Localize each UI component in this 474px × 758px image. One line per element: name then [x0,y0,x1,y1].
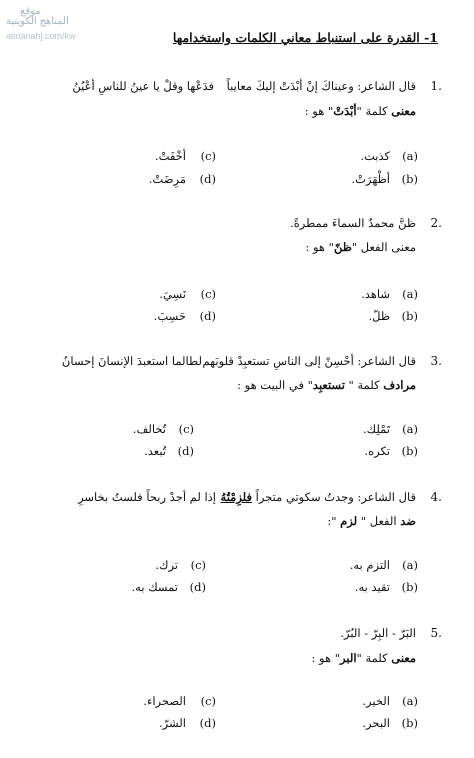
prompt-keyword: مرادف [383,378,416,392]
q1-option-b[interactable]: أظْهَرَتْ. [351,172,390,186]
watermark-line-2: المناهج الكويتية [6,16,69,27]
q3-option-c[interactable]: تُخالف. [132,422,166,436]
question-5-prompt [312,651,416,665]
verse-text: قال الشاعر: وجدتُ سكوتي متجراً [251,490,416,504]
question-5-number: 5. [430,626,442,640]
question-4-number: 4. [430,490,442,504]
question-1-number: 1. [430,79,442,93]
question-3-prompt [237,378,416,392]
prompt-target-word: البر [340,651,357,665]
prompt-target-word: تستعبِد [312,378,345,392]
q3-option-a[interactable]: تَمْلِك. [362,422,390,436]
prompt-end: " هو : [311,651,341,665]
q2-option-d[interactable]: حَسِبَ. [153,309,186,323]
prompt-keyword: معنى [391,104,416,118]
prompt-keyword: ضد [400,514,416,528]
prompt-end: " في البيت هو : [237,378,313,392]
q2-option-b-label: (b) [401,309,418,323]
question-3-verse-first: قال الشاعر: أحْسِنْ إلى الناسِ تستعبِدْ قلوبَهم [202,354,416,368]
q4-option-c[interactable]: ترك. [155,558,178,572]
q5-option-b[interactable]: البحر. [362,716,390,730]
question-2-prompt [305,240,416,254]
q5-option-a-label: (a) [402,694,418,708]
q4-option-c-label: (c) [190,558,206,572]
question-4-prompt [327,514,416,528]
prompt-text: كلمة " [356,651,388,665]
q1-option-b-label: (b) [401,172,418,186]
q2-option-d-label: (d) [199,309,216,323]
prompt-end: " هو : [305,240,334,254]
prompt-keyword: معنى [391,651,416,665]
prompt-target-word: ظنّ [333,240,352,254]
q3-option-d[interactable]: تُبعد. [144,444,166,458]
question-3-number: 3. [430,354,442,368]
q4-option-d-label: (d) [189,580,206,594]
q3-option-a-label: (a) [402,422,418,436]
section-heading [173,30,438,45]
q5-option-d-label: (d) [199,716,216,730]
question-3-verse-second: لطالما استعبدَ الإنسانَ إحسانُ [61,354,202,368]
prompt-text: معنى الفعل " [351,240,416,254]
q2-option-b[interactable]: ظلّ. [368,309,390,323]
prompt-target-word: لزم [340,514,358,528]
prompt-text: كلمة " [356,104,388,118]
question-1-verse-first: قال الشاعر: وعيناكَ إنْ أبْدَتْ إليكَ معايباً [226,79,416,93]
q2-option-c[interactable]: نَسِيَ. [159,287,186,301]
q1-option-a-label: (a) [402,149,418,163]
q3-option-b-label: (b) [401,444,418,458]
q4-option-b[interactable]: تقيد به. [354,580,390,594]
question-1-verse-second: فدَعْها وقلْ يا عينُ للناسِ أعْيُنُ [72,79,214,93]
question-5-words: البَرّ - البِرّ - البُرّ. [340,626,416,640]
q4-option-b-label: (b) [401,580,418,594]
prompt-text: الفعل " [357,514,397,528]
section-number: 1- [424,30,438,45]
prompt-target-word: أبْدَتْ [333,104,357,118]
q1-option-c-label: (c) [200,149,216,163]
prompt-text: كلمة " [344,378,380,392]
q4-option-d[interactable]: تمسك به. [131,580,178,594]
q3-option-d-label: (d) [177,444,194,458]
question-2-number: 2. [430,216,442,230]
section-title: القدرة على استنباط معاني الكلمات واستخدامها [172,30,420,45]
question-4-verse-second: إذا لم أجدْ ربحاً فلستُ بخاسرِ [78,490,216,504]
question-2-sentence: ظنَّ محمدٌ السماءَ ممطرةً. [290,216,416,230]
q1-option-a[interactable]: كذبت. [360,149,390,163]
q1-option-d[interactable]: مَرِضَتْ. [148,172,186,186]
q2-option-a[interactable]: شاهد. [361,287,390,301]
q5-option-c-label: (c) [200,694,216,708]
question-1-prompt [305,104,416,118]
q4-option-a-label: (a) [402,558,418,572]
q5-option-b-label: (b) [401,716,418,730]
q1-option-c[interactable]: أخْفَتْ. [154,149,186,163]
q5-option-d[interactable]: الشرّ. [159,716,186,730]
q3-option-c-label: (c) [178,422,194,436]
prompt-end: " هو : [304,104,334,118]
watermark-line-1: موقع [20,6,41,17]
watermark-url: almanahj.com/kw [6,31,76,41]
q5-option-a[interactable]: الخير. [362,694,390,708]
q5-option-c[interactable]: الصحراء. [143,694,186,708]
q3-option-b[interactable]: تكره. [364,444,390,458]
q2-option-c-label: (c) [200,287,216,301]
q1-option-d-label: (d) [199,172,216,186]
prompt-end: ": [327,514,341,528]
q2-option-a-label: (a) [402,287,418,301]
verse-underlined-word: فلزِمْتُهُ [220,490,252,504]
question-4-verse-first [221,490,416,504]
q4-option-a[interactable]: التزم به. [349,558,390,572]
